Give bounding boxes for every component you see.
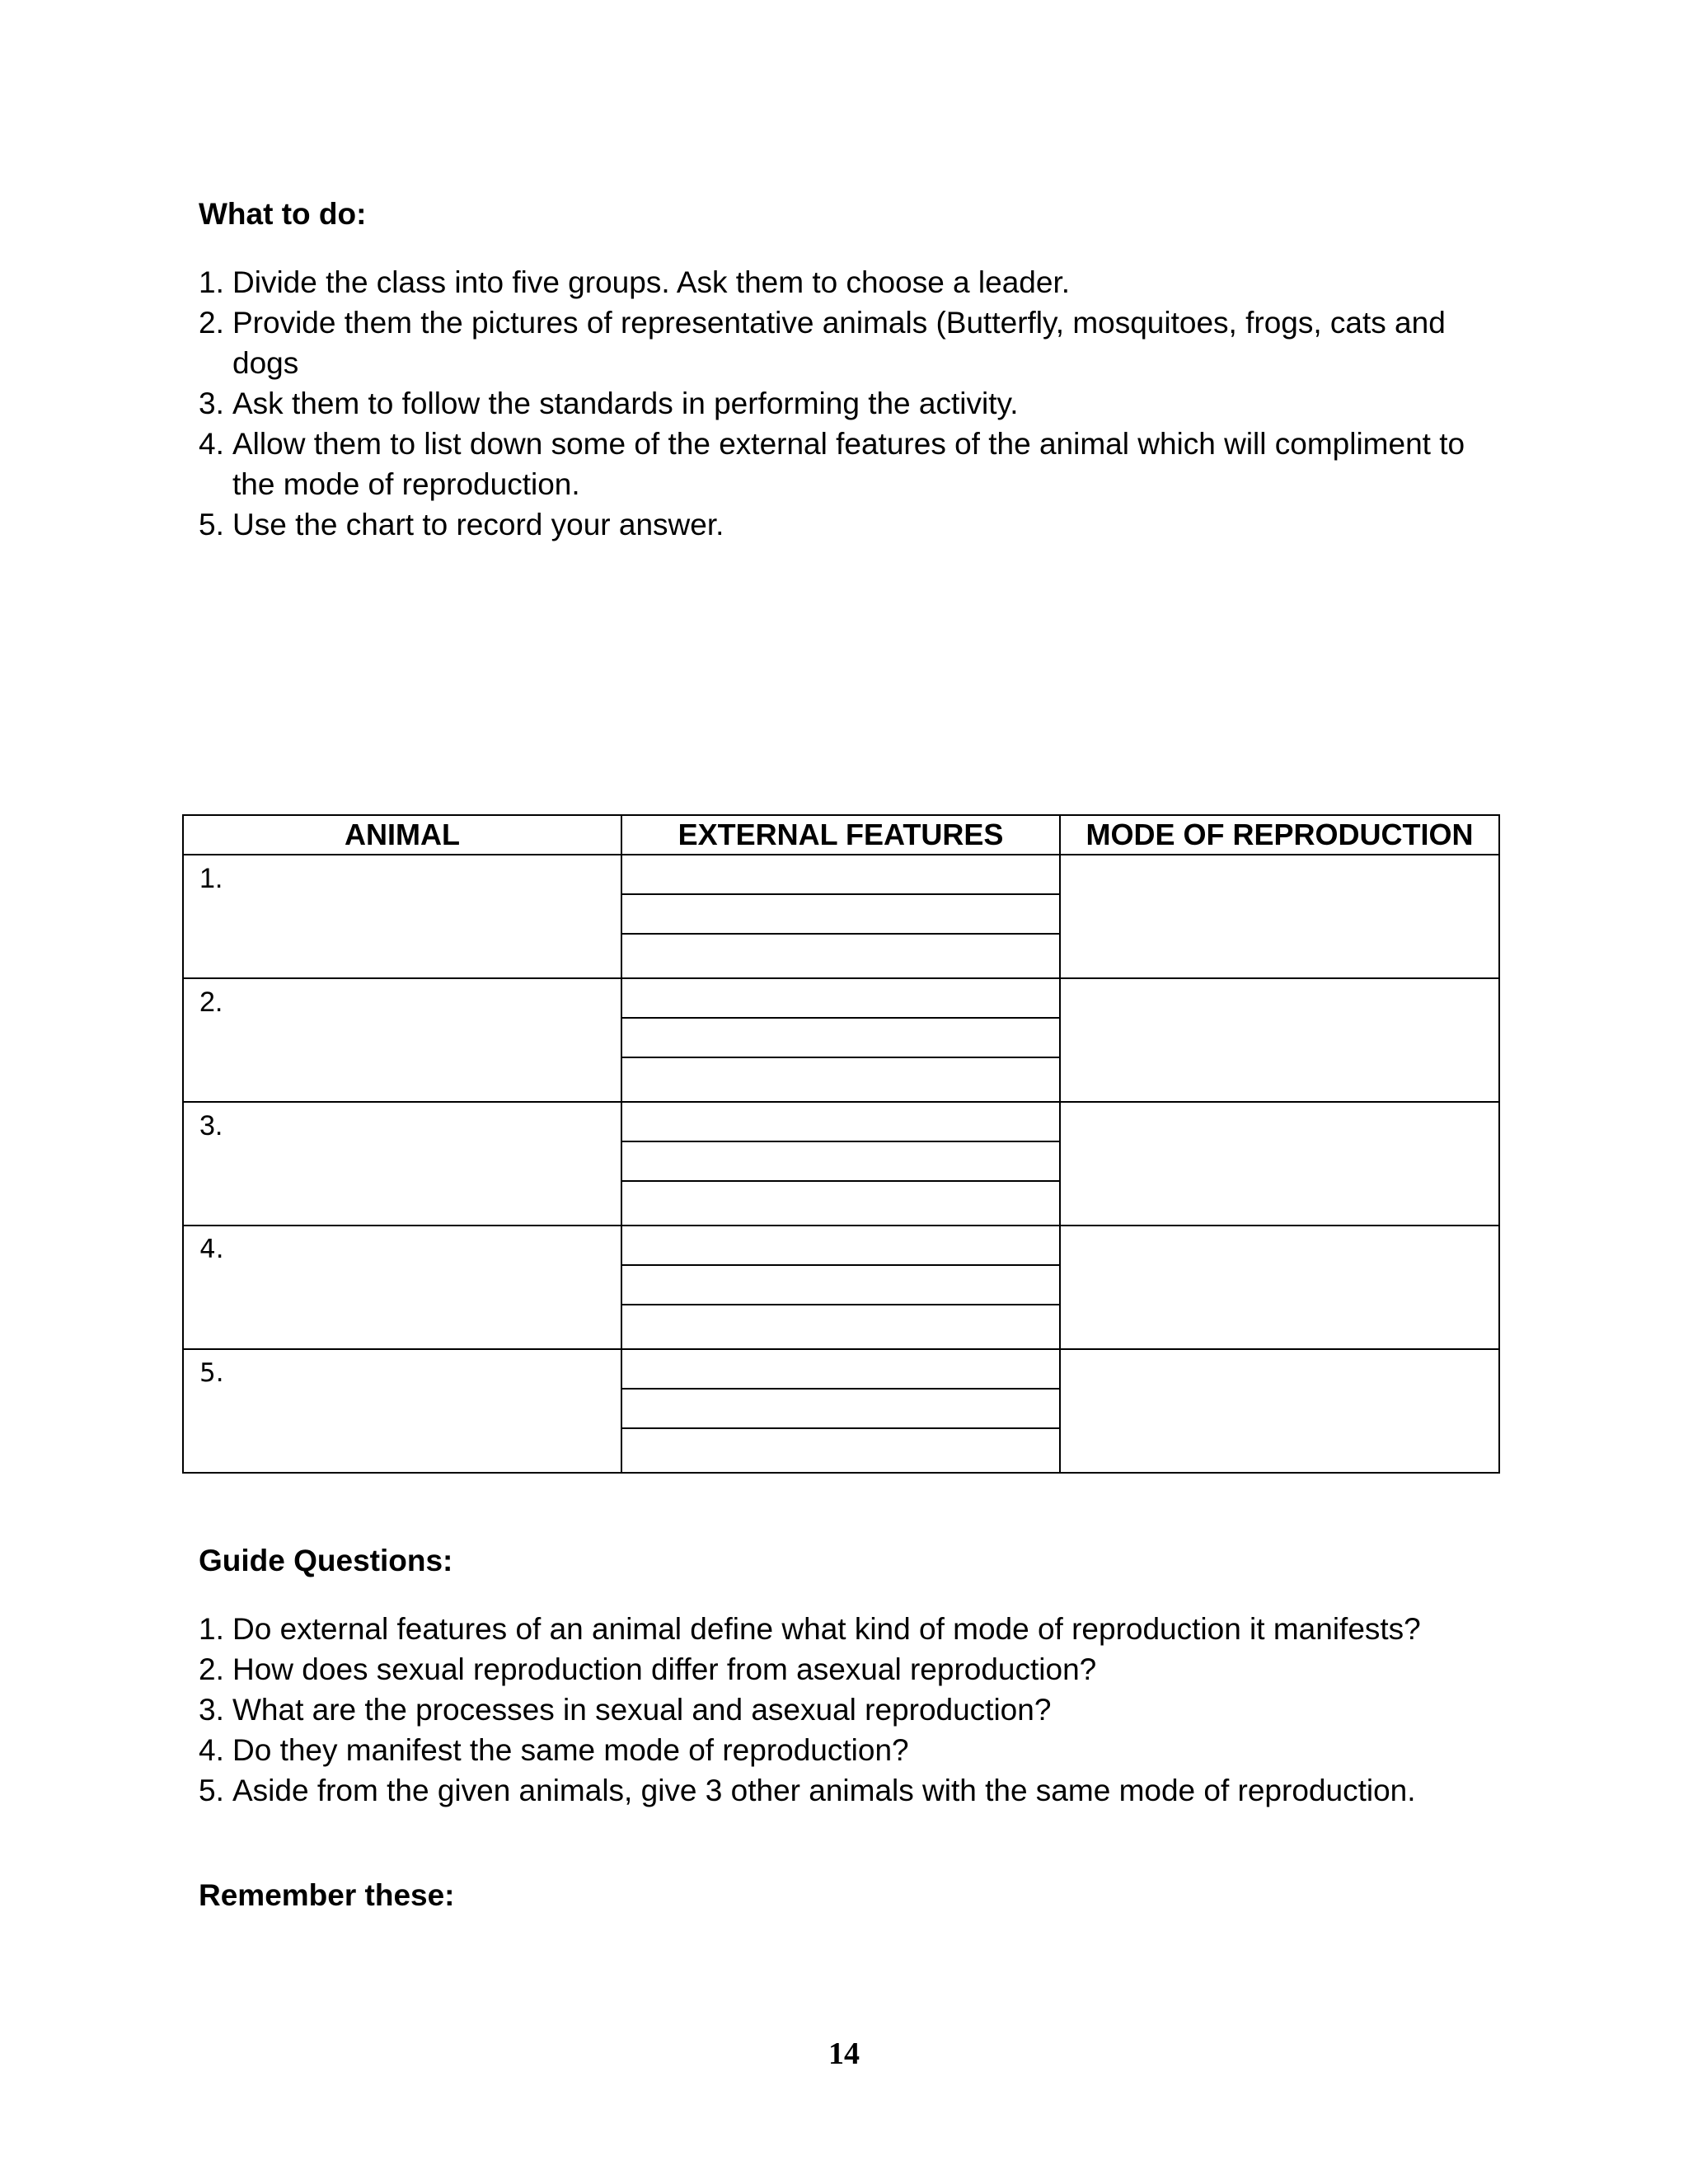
header-mode-of-reproduction: MODE OF REPRODUCTION [1060, 815, 1499, 855]
list-item: 5. Aside from the given animals, give 3 other animals with the same mode of reproduction. [199, 1774, 1416, 1807]
feature-blank[interactable] [622, 1182, 1059, 1221]
list-item: 4. Do they manifest the same mode of reproduction? [199, 1733, 909, 1767]
record-chart-table [182, 814, 1500, 1474]
mode-cell[interactable] [1060, 1226, 1499, 1349]
row-number: 3. [199, 1110, 223, 1141]
table-row [183, 978, 1499, 1102]
animal-cell[interactable] [183, 1226, 621, 1349]
row-number: 1. [199, 863, 223, 894]
remember-these-heading: Remember these: [199, 1878, 455, 1912]
feature-blank[interactable] [622, 895, 1059, 935]
list-item: 3. Ask them to follow the standards in performing the activity. [199, 387, 1019, 420]
feature-blank[interactable] [622, 1142, 1059, 1182]
row-number: 4. [199, 1235, 224, 1264]
list-item: 1. Divide the class into five groups. Ask them to choose a leader. [199, 265, 1071, 299]
list-item: 1. Do external features of an animal define what kind of mode of reproduction it manifests? [199, 1612, 1421, 1646]
guide-questions-list [199, 1609, 1484, 1811]
feature-blank[interactable] [622, 1429, 1059, 1469]
feature-blank[interactable] [622, 855, 1059, 895]
feature-blank[interactable] [622, 1103, 1059, 1142]
table-row [183, 855, 1499, 978]
page-number: 14 [828, 2036, 860, 2071]
mode-cell[interactable] [1060, 1102, 1499, 1226]
mode-cell[interactable] [1060, 978, 1499, 1102]
mode-cell[interactable] [1060, 1349, 1499, 1473]
list-item: 5. Use the chart to record your answer. [199, 508, 724, 541]
features-cell [621, 855, 1060, 978]
list-item: 3. What are the processes in sexual and asexual reproduction? [199, 1693, 1052, 1727]
feature-blank[interactable] [622, 1390, 1059, 1429]
feature-blank[interactable] [622, 1226, 1059, 1266]
guide-questions-heading: Guide Questions: [199, 1544, 453, 1577]
header-animal: ANIMAL [183, 815, 621, 855]
features-cell [621, 978, 1060, 1102]
what-to-do-heading: What to do: [199, 197, 367, 231]
table-row [183, 1102, 1499, 1226]
features-cell [621, 1349, 1060, 1473]
feature-blank[interactable] [622, 1058, 1059, 1098]
row-number: 2. [199, 987, 223, 1018]
animal-cell[interactable] [183, 855, 621, 978]
list-item: 4. Allow them to list down some of the external features of the animal which will compliment to the mode of reproduction. [199, 427, 1465, 501]
table-header-row [183, 815, 1499, 855]
feature-blank[interactable] [622, 1266, 1059, 1305]
list-item: 2. Provide them the pictures of representative animals (Butterfly, mosquitoes, frogs, cats and dogs [199, 306, 1446, 380]
features-cell [621, 1226, 1060, 1349]
list-item: 2. How does sexual reproduction differ from asexual reproduction? [199, 1652, 1097, 1686]
animal-cell[interactable] [183, 1349, 621, 1473]
table-row [183, 1349, 1499, 1473]
what-to-do-list [199, 262, 1484, 545]
feature-blank[interactable] [622, 935, 1059, 974]
feature-blank[interactable] [622, 1350, 1059, 1390]
table-row [183, 1226, 1499, 1349]
feature-blank[interactable] [622, 1019, 1059, 1058]
features-cell [621, 1102, 1060, 1226]
animal-cell[interactable] [183, 1102, 621, 1226]
header-external-features: EXTERNAL FEATURES [621, 815, 1060, 855]
mode-cell[interactable] [1060, 855, 1499, 978]
row-number: 5. [199, 1358, 224, 1388]
feature-blank[interactable] [622, 979, 1059, 1019]
feature-blank[interactable] [622, 1305, 1059, 1345]
animal-cell[interactable] [183, 978, 621, 1102]
